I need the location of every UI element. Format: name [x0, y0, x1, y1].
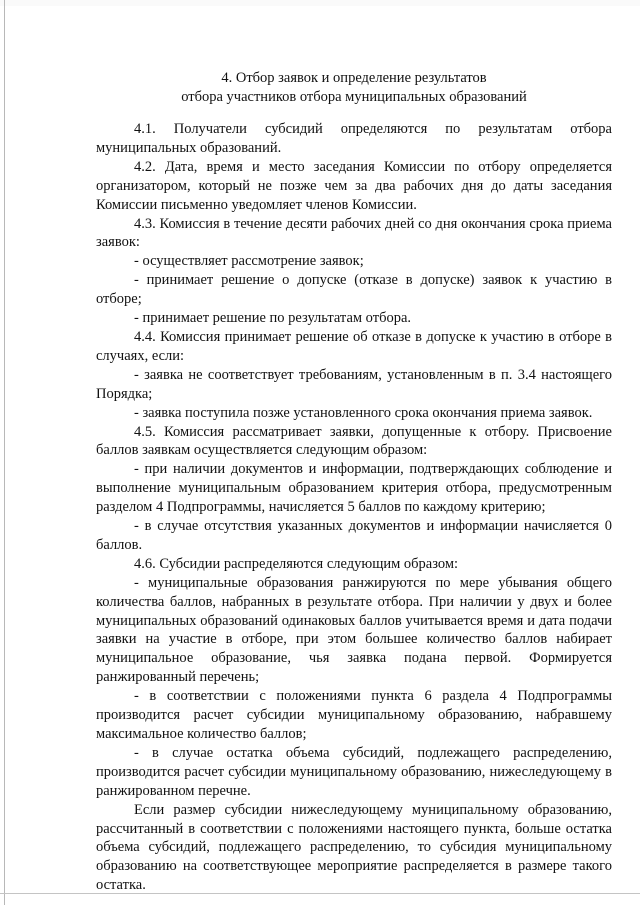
list-item-zero-points: - в случае отсутствия указанных документов и информации начисляется 0 баллов. — [96, 518, 612, 553]
paragraph-4-2: 4.2. Дата, время и место заседания Комиссии по отбору определяется организатором, который не позже чем за два рабочих дня до даты заседания Комиссии письменно уведомляет членов Комиссии. — [96, 158, 612, 213]
scan-edge-top — [0, 0, 640, 6]
list-item-remaining-volume: - в случае остатка объема субсидий, подлежащего распределению, производится расчет субсидии муниципальному образованию, нижеследующему в ранжированном перечне. — [96, 744, 612, 799]
list-item-ranking: - муниципальные образования ранжируются по мере убывания общего количества баллов, набранных в результате отбора. При наличии у двух и более муниципальных образований одинаковых баллов учитывается время и дата подачи заявки на участие в отборе, при этом большее количество баллов набирает муниципальное образование, чья заявка подана первой. Формируется ранжированный перечень; — [96, 574, 612, 686]
section-heading-line-1: 4. Отбор заявок и определение результатов — [221, 70, 487, 86]
list-item-review-applications: - осуществляет рассмотрение заявок; — [134, 253, 364, 270]
section-heading — [96, 69, 612, 107]
paragraph-4-6: 4.6. Субсидии распределяются следующим образом: — [134, 555, 459, 572]
section-body — [96, 120, 612, 895]
list-item-late-application: - заявка поступила позже установленного срока окончания приема заявок. — [134, 404, 593, 421]
list-item-results-decision: - принимает решение по результатам отбора. — [134, 310, 412, 327]
list-item-five-points: - при наличии документов и информации, подтверждающих соблюдение и выполнение муниципальным образованием критерия отбора, предусмотренным разделом 4 Подпрограммы, начисляется 5 баллов по каждому критерию; — [96, 461, 612, 516]
section-heading-line-2: отбора участников отбора муниципальных образований — [181, 89, 527, 105]
list-item-nonconforming-application: - заявка не соответствует требованиям, установленным в п. 3.4 настоящего Порядка; — [96, 366, 612, 402]
paragraph-4-4: 4.4. Комиссия принимает решение об отказе в допуске к участию в отборе в случаях, если: — [96, 328, 612, 364]
scan-edge-left — [4, 0, 5, 905]
paragraph-4-1: 4.1. Получатели субсидий определяются по результатам отбора муниципальных образований. — [96, 121, 612, 156]
list-item-max-points-calculation: - в соответствии с положениями пункта 6 раздела 4 Подпрограммы производится расчет субсидии муниципальному образованию, набравшему максимальное количество баллов; — [96, 688, 612, 742]
list-item-admission-decision: - принимает решение о допуске (отказе в допуске) заявок к участию в отборе; — [96, 272, 612, 308]
paragraph-remainder-rule: Если размер субсидии нижеследующему муниципальному образованию, рассчитанный в соответствии с положениями настоящего пункта, больше остатка объема субсидий, подлежащего распределению, то субсидия муниципальному образованию на соответствующее мероприятие распределяется в размере такого остатка. — [96, 801, 612, 894]
paragraph-4-5: 4.5. Комиссия рассматривает заявки, допущенные к отбору. Присвоение баллов заявкам осуществляется следующим образом: — [96, 423, 612, 459]
paragraph-4-3: 4.3. Комиссия в течение десяти рабочих дней со дня окончания срока приема заявок: — [96, 215, 612, 251]
